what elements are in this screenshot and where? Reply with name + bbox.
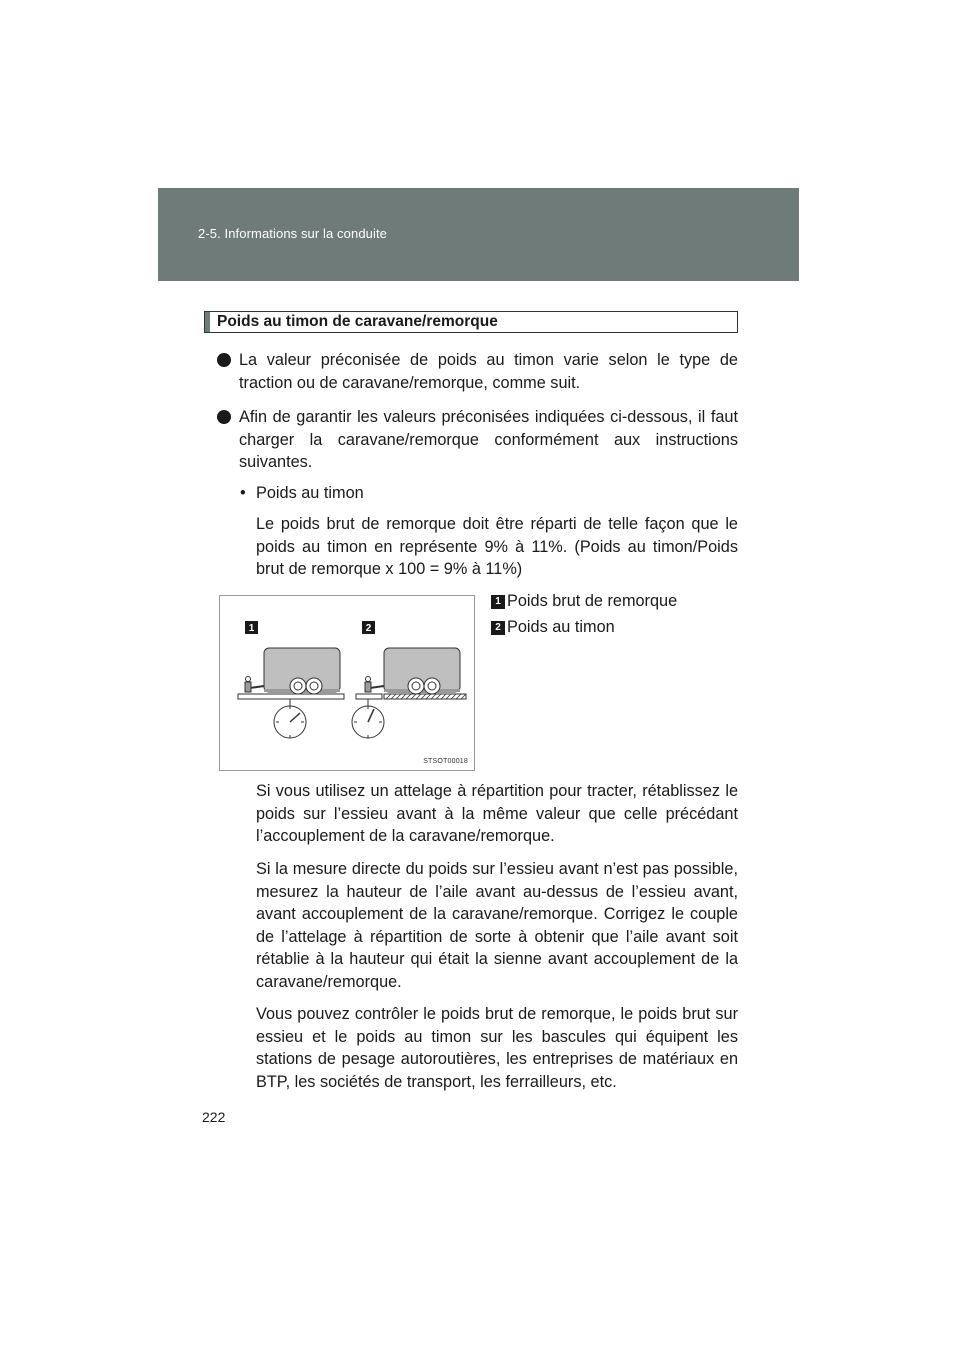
sub-item-text: Le poids brut de remorque doit être réparti de telle façon que le poids au timon en représente 9% à 11%. (Poids au timon/Poids brut de remorque x 100 = 9% à 11%) xyxy=(256,515,738,578)
bullet-dot-icon xyxy=(217,353,231,367)
sub-item-marker: • xyxy=(240,484,246,502)
figure-code: STSOT00018 xyxy=(423,758,468,765)
body-paragraph: Si vous utilisez un attelage à répartition pour tracter, rétablissez le poids sur l’essieu avant à la même valeur que celle précédant l’accouplement de la caravane/remorque. xyxy=(256,782,738,845)
section-heading xyxy=(204,311,738,333)
legend-label: Poids brut de remorque xyxy=(507,592,678,610)
trailer-tongue-weight-illustration xyxy=(352,648,466,738)
trailer-weight-figure xyxy=(219,595,475,771)
chapter-header-band xyxy=(158,188,799,281)
bullet-dot-icon xyxy=(217,410,231,424)
body-paragraph: Si la mesure directe du poids sur l’essieu avant n’est pas possible, mesurez la hauteur de l’aile avant au-dessus de l’essieu avant, avant accouplement de la caravane/remorque. Corrigez le couple de l’attelage à répartition de sorte à obtenir que l’aile avant soit rétablie à la hauteur qui était la sienne avant accouplement de la caravane/remorque. xyxy=(256,860,738,991)
sub-item-title: Poids au timon xyxy=(256,484,364,502)
callout-1-text: 1 xyxy=(248,623,255,634)
trailer-gross-weight-illustration xyxy=(238,648,344,738)
trailer-weight-diagram xyxy=(220,596,474,770)
bullet-text: La valeur préconisée de poids au timon varie selon le type de traction ou de caravane/remorque, comme suit. xyxy=(239,351,738,392)
bullet-text: Afin de garantir les valeurs préconisées indiquées ci-dessous, il faut charger la caravane/remorque conformément aux instructions suivantes. xyxy=(239,408,738,471)
section-title: Poids au timon de caravane/remorque xyxy=(217,313,498,330)
callout-2-text: 2 xyxy=(365,623,372,634)
section-heading-bar xyxy=(205,312,210,332)
chapter-breadcrumb: 2-5. Informations sur la conduite xyxy=(198,226,388,241)
body-paragraph: Vous pouvez contrôler le poids brut de remorque, le poids brut sur essieu et le poids au timon sur les bascules qui équipent les stations de pesage autoroutières, les entreprises de matériaux en BTP, les sociétés de transport, les ferrailleurs, etc. xyxy=(256,1005,738,1091)
legend-number-badge: 1 xyxy=(491,595,505,609)
legend-number-badge: 2 xyxy=(491,621,505,635)
legend-label: Poids au timon xyxy=(507,618,615,636)
page-number: 222 xyxy=(202,1109,226,1125)
